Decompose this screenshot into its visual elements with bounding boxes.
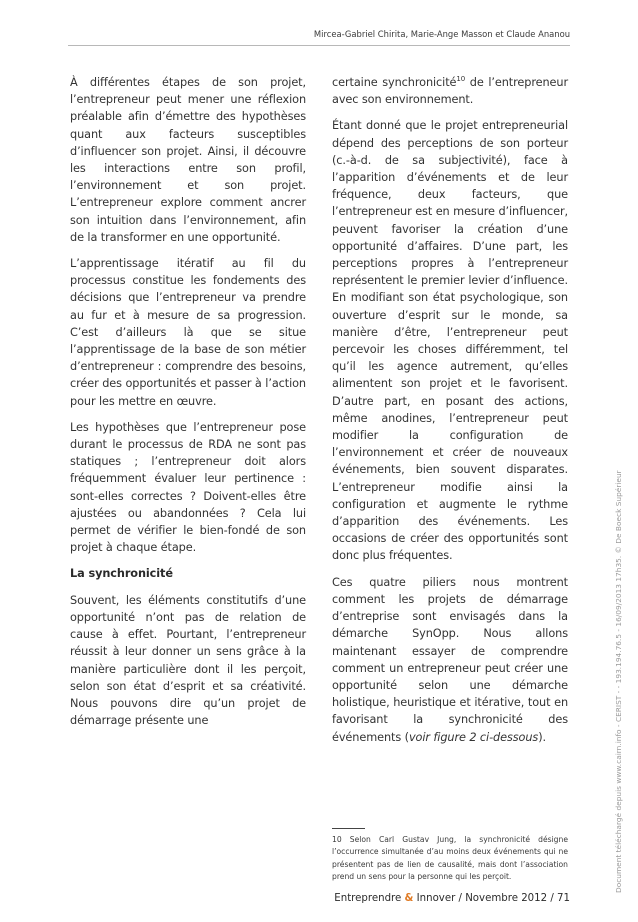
section-heading: La synchronicité [70, 567, 173, 581]
paragraph-text: de l’entrepreneur avec son environnement. [332, 76, 568, 107]
header-divider [68, 45, 570, 46]
journal-ampersand: & [404, 893, 414, 904]
journal-issue-page: Innover / Novembre 2012 / 71 [413, 893, 570, 904]
footnote-divider [332, 828, 365, 829]
paragraph: Les hypothèses que l’entrepreneur pose durant le processus de RDA ne sont pas statiques ; l’entrepreneur doit alors fréquemment évaluer leur pertinence : sont-elles correctes ? Doivent-elles être ajustées ou abandonnées ? Cela lui permet de vérifier le bien-fondé de son projet à chaque étape. [70, 420, 306, 555]
paragraph-text: certaine synchronicité [332, 76, 457, 89]
paragraph: Étant donné que le projet entrepreneurial dépend des perceptions de son porteur (c.-à-d. de sa subjectivité), face à l’apparition d’événements et de leur fréquence, deux facteurs, que l’entrepreneur est en mesure d’influencer, peuvent favoriser la création d’une opportunité d’affaires. D’une part, les perceptions propres à l’entrepreneur représentent le premier levier d’influence. En modifiant son état psychologique, son ouverture d’esprit sur le monde, sa manière d’être, l’entrepreneur peut percevoir les choses différemment, tel qu’il les agence autrement, qu’elles alimentent son projet et le favorisent. D’autre part, en posant des actions, même anodines, l’entrepreneur peut modifier la configuration de l’environnement et créer de nouveaux événements, bien souvent disparates. L’entrepreneur modifie ainsi la configuration et augmente le rythme d’apparition des événements. Les occasions de créer des opportunités sont donc plus fréquentes. [332, 119, 568, 563]
paragraph [332, 74, 568, 108]
header-authors: Mircea-Gabriel Chirita, Marie-Ange Masson et Claude Ananou [313, 29, 570, 39]
download-watermark: Document téléchargé depuis www.cairn.info - CERIST - - 193.194.76.5 - 16/09/2013 17h35. © De Boeck Supérieur [614, 470, 623, 893]
footnote-reference[interactable]: 10 [456, 75, 466, 84]
figure-reference: voir figure 2 ci-dessous [408, 730, 539, 744]
paragraph [332, 574, 568, 746]
paragraph-text: ). [538, 730, 547, 744]
page-footer [334, 893, 570, 904]
paragraph: Souvent, les éléments constitutifs d’une opportunité n’ont pas de relation de cause à effet. Pourtant, l’entrepreneur réussit à leur donner un sens grâce à la manière particulière dont il les perçoit, selon son état d’esprit et sa créativité. Nous pouvons dire qu’un projet de démarrage présente une [70, 593, 306, 728]
paragraph: L’apprentissage itératif au fil du processus constitue les fondements des décisions que l’entrepreneur va prendre au fur et à mesure de sa progression. C’est d’ailleurs là que se situe l’apprentissage de la base de son métier d’entrepreneur : comprendre des besoins, créer des opportunités et passer à l’action pour les mettre en œuvre. [70, 257, 306, 408]
paragraph: À différentes étapes de son projet, l’entrepreneur peut mener une réflexion préalable afin d’émettre des hypothèses quant aux facteurs susceptibles d’influencer son projet. Ainsi, il découvre les interactions entre son profil, l’environnement et son projet. L’entrepreneur explore comment ancrer son intuition dans l’environnement, afin de la transformer en une opportunité. [70, 76, 306, 244]
page-header [0, 0, 638, 62]
footnote: 10 Selon Carl Gustav Jung, la synchronicité désigne l’occurrence simultanée d’au moins deux événements qui ne présentent pas de lien de causalité, mais dont l’association prend un sens pour la personne qui les perçoit. [332, 835, 568, 882]
paragraph-text: Ces quatre piliers nous montrent comment les projets de démarrage d’entreprise sont envisagés dans la démarche SynOpp. Nous allons maintenant essayer de comprendre comment un entrepreneur peut créer une opportunité selon une démarche holistique, heuristique et itérative, tout en favorisant la synchronicité des événements ( [332, 575, 568, 744]
right-column [332, 74, 568, 755]
journal-name: Entreprendre [334, 893, 405, 904]
left-column [70, 74, 306, 738]
